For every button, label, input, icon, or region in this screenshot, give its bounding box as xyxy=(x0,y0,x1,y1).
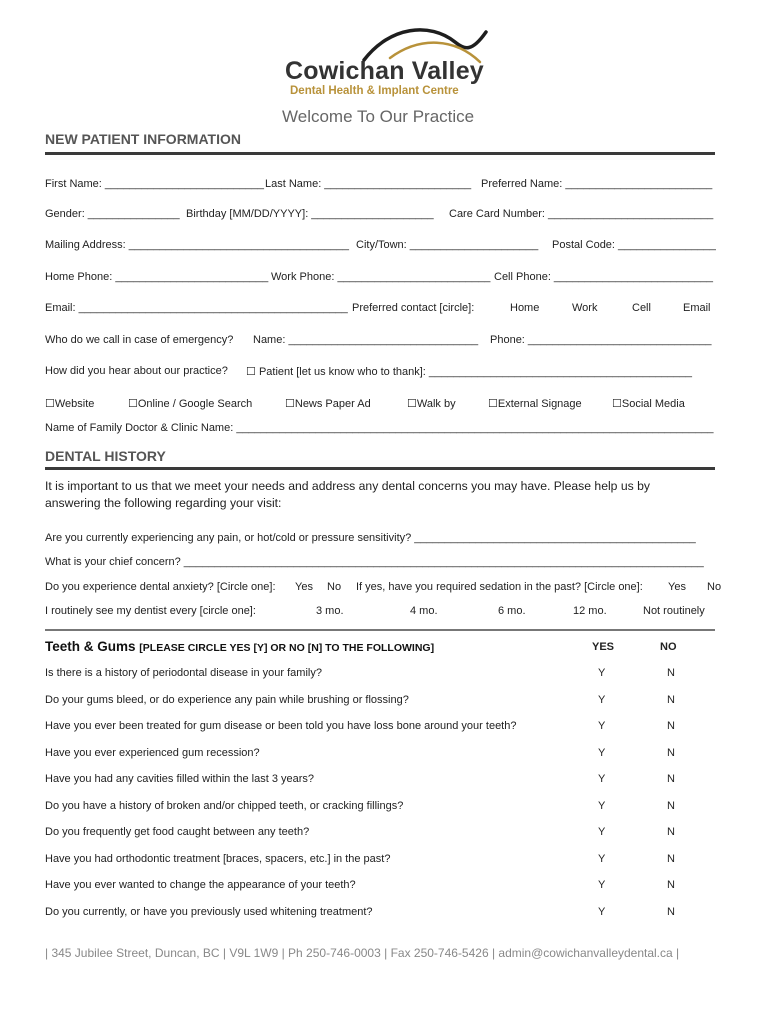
frequency-option-6mo[interactable]: 6 mo. xyxy=(498,605,526,617)
answer-yes-option[interactable]: Y xyxy=(598,853,606,865)
referral-patient-option[interactable]: ☐ Patient [let us know who to thank]: ___________________________________________ xyxy=(246,366,692,378)
answer-no-option[interactable]: N xyxy=(667,694,675,706)
section-title-dental-history: DENTAL HISTORY xyxy=(45,448,166,464)
city-field[interactable]: City/Town: _____________________ xyxy=(356,239,539,251)
contact-option-cell[interactable]: Cell xyxy=(632,302,651,314)
teeth-question: Do you currently, or have you previously used whitening treatment? xyxy=(45,906,373,918)
contact-option-email[interactable]: Email xyxy=(683,302,711,314)
no-column-header: NO xyxy=(660,641,677,653)
sedation-no-option[interactable]: No xyxy=(707,581,722,593)
table-top-divider xyxy=(45,629,715,631)
logo-name: Cowichan Valley xyxy=(285,57,484,85)
teeth-question: Do you have a history of broken and/or chipped teeth, or cracking fillings? xyxy=(45,800,404,812)
checkbox-icon[interactable]: ☐ xyxy=(612,398,622,410)
section-title-patient-info: NEW PATIENT INFORMATION xyxy=(45,131,241,147)
last-name-field[interactable]: Last Name: ________________________ xyxy=(265,178,472,190)
checkbox-icon[interactable]: ☐ xyxy=(128,398,138,410)
first-name-field[interactable]: First Name: __________________________ xyxy=(45,178,264,190)
emergency-phone-field[interactable]: Phone: ______________________________ xyxy=(490,334,712,346)
welcome-heading: Welcome To Our Practice xyxy=(282,107,475,126)
yes-column-header: YES xyxy=(592,641,615,653)
teeth-question: Have you ever been treated for gum disease or been told you have loss bone around your teeth? xyxy=(45,720,517,732)
answer-yes-option[interactable]: Y xyxy=(598,800,606,812)
answer-yes-option[interactable]: Y xyxy=(598,826,606,838)
teeth-gums-instruction: [PLEASE CIRCLE YES [Y] OR NO [N] TO THE FOLLOWING] xyxy=(139,642,435,654)
referral-question: How did you hear about our practice? xyxy=(45,365,228,377)
footer-contact: | 345 Jubilee Street, Duncan, BC | V9L 1W9 | Ph 250-746-0003 | Fax 250-746-5426 | admin@cowichanvalleydental.ca | xyxy=(45,946,680,960)
answer-yes-option[interactable]: Y xyxy=(598,720,606,732)
teeth-question: Have you had orthodontic treatment [braces, spacers, etc.] in the past? xyxy=(45,853,391,865)
answer-no-option[interactable]: N xyxy=(667,826,675,838)
answer-no-option[interactable]: N xyxy=(667,853,675,865)
answer-no-option[interactable]: N xyxy=(667,747,675,759)
teeth-question: Have you ever wanted to change the appearance of your teeth? xyxy=(45,879,356,891)
chief-concern-field[interactable]: What is your chief concern? _____________________________________________________________________________________ xyxy=(45,556,704,568)
anxiety-question: Do you experience dental anxiety? [Circle one]: xyxy=(45,581,276,593)
source-newspaper[interactable]: ☐News Paper Ad xyxy=(285,398,371,410)
section-divider xyxy=(45,467,715,470)
intro-line-2: answering the following regarding your visit: xyxy=(45,496,282,510)
answer-yes-option[interactable]: Y xyxy=(598,694,606,706)
frequency-option-3mo[interactable]: 3 mo. xyxy=(316,605,344,617)
anxiety-no-option[interactable]: No xyxy=(327,581,342,593)
source-website[interactable]: ☐Website xyxy=(45,398,95,410)
answer-yes-option[interactable]: Y xyxy=(598,879,606,891)
postal-code-field[interactable]: Postal Code: ________________ xyxy=(552,239,716,251)
sedation-yes-option[interactable]: Yes xyxy=(668,581,686,593)
anxiety-yes-option[interactable]: Yes xyxy=(295,581,313,593)
source-social-media[interactable]: ☐Social Media xyxy=(612,398,685,410)
birthday-field[interactable]: Birthday [MM/DD/YYYY]: ____________________ xyxy=(186,208,434,220)
preferred-name-field[interactable]: Preferred Name: ________________________ xyxy=(481,178,713,190)
emergency-name-field[interactable]: Name: _______________________________ xyxy=(253,334,479,346)
contact-option-home[interactable]: Home xyxy=(510,302,540,314)
teeth-question: Do you frequently get food caught between any teeth? xyxy=(45,826,310,838)
answer-yes-option[interactable]: Y xyxy=(598,667,606,679)
contact-option-work[interactable]: Work xyxy=(572,302,598,314)
answer-no-option[interactable]: N xyxy=(667,879,675,891)
answer-yes-option[interactable]: Y xyxy=(598,773,606,785)
cell-phone-field[interactable]: Cell Phone: __________________________ xyxy=(494,271,713,283)
pain-question-field[interactable]: Are you currently experiencing any pain, or hot/cold or pressure sensitivity? ______________________________________________ xyxy=(45,532,696,544)
work-phone-field[interactable]: Work Phone: _________________________ xyxy=(271,271,491,283)
checkbox-icon[interactable]: ☐ xyxy=(45,398,55,410)
source-online-google[interactable]: ☐Online / Google Search xyxy=(128,398,253,410)
answer-no-option[interactable]: N xyxy=(667,800,675,812)
logo-subtitle: Dental Health & Implant Centre xyxy=(290,85,459,97)
mailing-address-field[interactable]: Mailing Address: ____________________________________ xyxy=(45,239,349,251)
frequency-question: I routinely see my dentist every [circle one]: xyxy=(45,605,256,617)
answer-no-option[interactable]: N xyxy=(667,720,675,732)
frequency-option-4mo[interactable]: 4 mo. xyxy=(410,605,438,617)
home-phone-field[interactable]: Home Phone: _________________________ xyxy=(45,271,269,283)
answer-no-option[interactable]: N xyxy=(667,667,675,679)
answer-no-option[interactable]: N xyxy=(667,773,675,785)
preferred-contact-label: Preferred contact [circle]: xyxy=(352,302,475,314)
teeth-question: Have you had any cavities filled within the last 3 years? xyxy=(45,773,315,785)
intro-line-1: It is important to us that we meet your needs and address any dental concerns you may have. Please help us by xyxy=(45,479,650,493)
answer-yes-option[interactable]: Y xyxy=(598,747,606,759)
family-doctor-field[interactable]: Name of Family Doctor & Clinic Name: ______________________________________________________________________________ xyxy=(45,422,714,434)
teeth-question: Have you ever experienced gum recession? xyxy=(45,747,260,759)
teeth-gums-heading: Teeth & Gums [PLEASE CIRCLE YES [Y] OR NO [N] TO THE FOLLOWING] xyxy=(45,639,435,654)
email-field[interactable]: Email: ____________________________________________ xyxy=(45,302,348,314)
frequency-option-not-routinely[interactable]: Not routinely xyxy=(643,605,705,617)
checkbox-icon[interactable]: ☐ xyxy=(407,398,417,410)
answer-no-option[interactable]: N xyxy=(667,906,675,918)
source-walk-by[interactable]: ☐Walk by xyxy=(407,398,456,410)
emergency-question: Who do we call in case of emergency? xyxy=(45,334,234,346)
checkbox-icon[interactable]: ☐ xyxy=(285,398,295,410)
source-external-signage[interactable]: ☐External Signage xyxy=(488,398,582,410)
answer-yes-option[interactable]: Y xyxy=(598,906,606,918)
frequency-option-12mo[interactable]: 12 mo. xyxy=(573,605,607,617)
teeth-question: Is there is a history of periodontal disease in your family? xyxy=(45,667,322,679)
checkbox-icon[interactable]: ☐ xyxy=(246,366,256,378)
teeth-question: Do your gums bleed, or do experience any pain while brushing or flossing? xyxy=(45,694,409,706)
checkbox-icon[interactable]: ☐ xyxy=(488,398,498,410)
sedation-question: If yes, have you required sedation in the past? [Circle one]: xyxy=(356,581,643,593)
care-card-field[interactable]: Care Card Number: ___________________________ xyxy=(449,208,714,220)
gender-field[interactable]: Gender: _______________ xyxy=(45,208,180,220)
section-divider xyxy=(45,152,715,155)
